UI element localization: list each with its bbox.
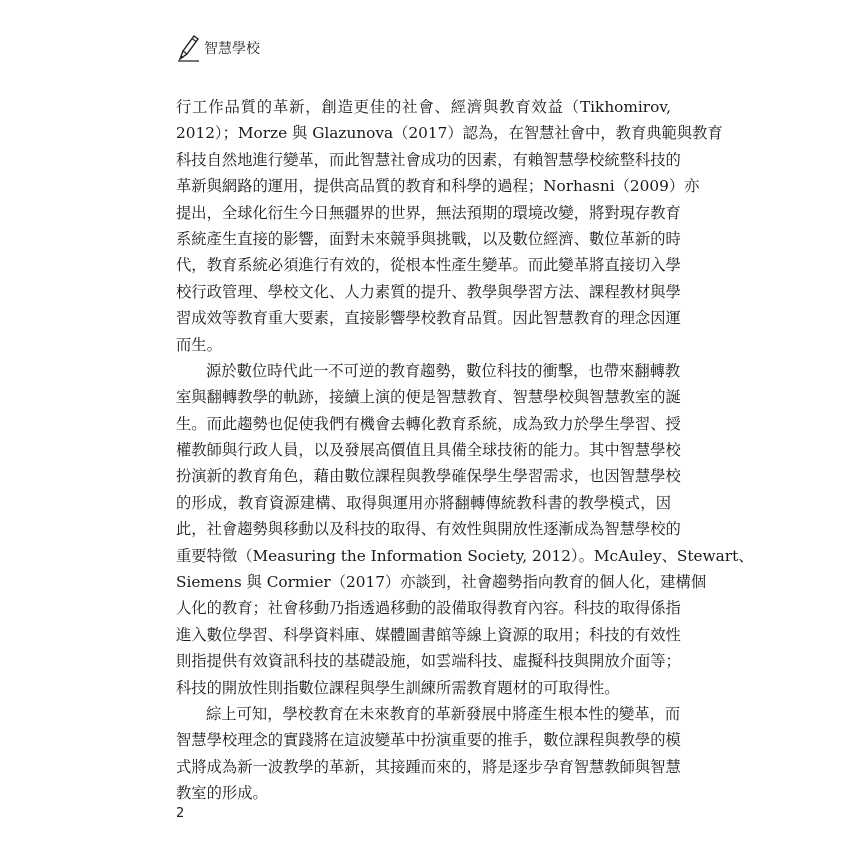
text-line: 2012）；Morze 與 Glazunova（2017）認為，在智慧社會中，教育典範與教育	[176, 124, 723, 143]
text-line: 的形成，教育資源建構、取得與運用亦將翻轉傳統教科書的教學模式，因	[176, 493, 671, 512]
page-number: 2	[176, 806, 185, 821]
text-line: 此，社會趨勢與移動以及科技的取得、有效性與開放性逐漸成為智慧學校的	[176, 520, 681, 539]
text-line: 生。而此趨勢也促使我們有機會去轉化教育系統，成為致力於學生學習、授	[176, 414, 681, 433]
text-line: 源於數位時代此一不可逆的教育趨勢，數位科技的衝擊，也帶來翻轉教	[206, 361, 681, 380]
text-line: 扮演新的教育角色，藉由數位課程與教學確保學生學習需求，也因智慧學校	[176, 467, 681, 486]
text-line: 綜上可知，學校教育在未來教育的革新發展中將產生根本性的變革，而	[206, 704, 681, 723]
text-line: 而生。	[176, 335, 222, 354]
text-line: 式將成為新一波教學的革新，其接踵而來的，將是逐步孕育智慧教師與智慧	[176, 757, 681, 776]
pencil-icon	[176, 33, 200, 63]
text-line: 人化的教育；社會移動乃指透過移動的設備取得教育內容。科技的取得係指	[176, 599, 681, 618]
text-line: 權教師與行政人員，以及發展高價值且具備全球技術的能力。其中智慧學校	[176, 441, 681, 460]
text-line: 重要特徵（Measuring the Information Society, 2012）。McAuley、Stewart、	[176, 546, 754, 565]
text-line: 教室的形成。	[176, 784, 268, 803]
text-line: 科技自然地進行變革，而此智慧社會成功的因素，有賴智慧學校統整科技的	[176, 150, 681, 169]
text-line: 智慧學校理念的實踐將在這波變革中扮演重要的推手，數位課程與教學的模	[176, 731, 681, 750]
text-line: 代，教育系統必須進行有效的，從根本性產生變革。而此變革將直接切入學	[176, 256, 681, 275]
text-line: 習成效等教育重大要素，直接影響學校教育品質。因此智慧教育的理念因運	[176, 309, 681, 328]
text-line: 革新與網路的運用，提供高品質的教育和科學的過程；Norhasni（2009）亦	[176, 177, 700, 196]
text-line: 校行政管理、學校文化、人力素質的提升、教學與學習方法、課程教材與學	[176, 282, 681, 301]
text-line: 進入數位學習、科學資料庫、媒體圖書館等線上資源的取用；科技的有效性	[176, 625, 681, 644]
text-line: 則指提供有效資訊科技的基礎設施，如雲端科技、虛擬科技與開放介面等；	[176, 652, 681, 671]
text-line: 科技的開放性則指數位課程與學生訓練所需教育題材的可取得性。	[176, 678, 620, 697]
text-line: 行工作品質的革新，創造更佳的社會、經濟與教育效益（Tikhomirov,	[176, 98, 671, 116]
text-line: 提出，全球化衍生今日無疆界的世界，無法預期的環境改變，將對現存教育	[176, 203, 681, 222]
text-line: 系統產生直接的影響，面對未來競爭與挑戰，以及數位經濟、數位革新的時	[176, 229, 681, 248]
text-line: Siemens 與 Cormier（2017）亦談到，社會趨勢指向教育的個人化，建構個	[176, 573, 707, 592]
text-line: 室與翻轉教學的軌跡，接續上演的便是智慧教育、智慧學校與智慧教室的誕	[176, 388, 681, 407]
running-header	[176, 33, 260, 63]
body-text	[176, 94, 754, 807]
header-title: 智慧學校	[204, 41, 260, 57]
